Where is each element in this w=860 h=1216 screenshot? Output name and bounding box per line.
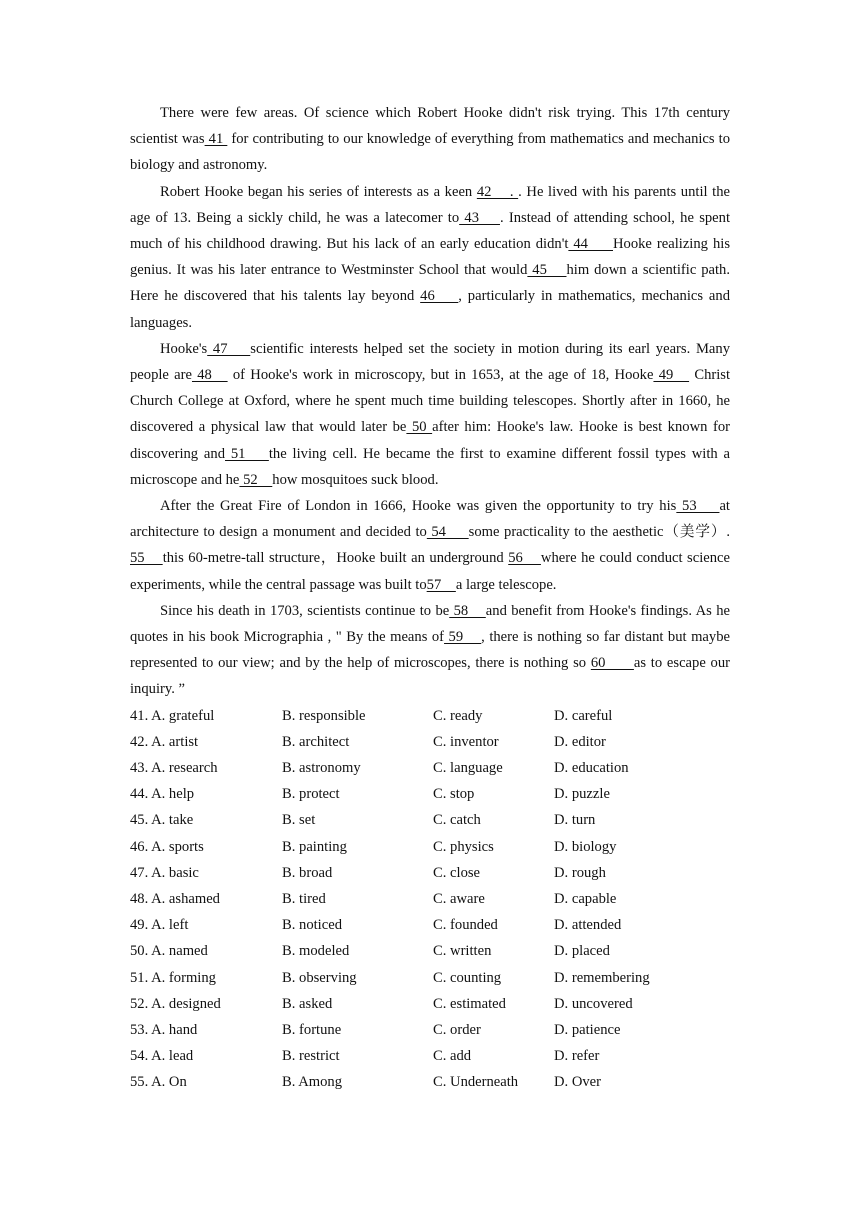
option-a: 55. A. On (130, 1074, 187, 1091)
text: some practicality to the aesthetic（美学）. (468, 524, 731, 541)
option-a: 48. A. ashamed (130, 890, 220, 907)
option-d: D. placed (554, 943, 610, 960)
option-row-55 (130, 1069, 730, 1095)
text: Robert Hooke began his series of interests as a keen (160, 183, 477, 200)
text: . Instead of attending school, he spent much of his childhood drawing. But his lack of an early education didn't (130, 209, 730, 253)
option-c: C. aware (433, 890, 485, 907)
option-c: C. order (433, 1021, 481, 1038)
option-row-41 (130, 703, 730, 729)
paragraph-5 (130, 598, 730, 703)
text: after him: Hooke's law. Hooke is best known for discovering and (130, 419, 730, 462)
option-c: C. inventor (433, 733, 499, 750)
option-d: D. education (554, 760, 629, 777)
blank-54: 54 (426, 524, 469, 541)
option-c: C. founded (433, 917, 498, 934)
option-d: D. puzzle (554, 786, 610, 803)
text: the living cell. He became the first to examine different fossil types with a microscope and he (130, 445, 731, 488)
option-row-46 (130, 834, 730, 860)
answer-options (130, 703, 730, 1096)
option-c: C. close (433, 864, 481, 881)
option-row-51 (130, 965, 730, 991)
text: for contributing to our knowledge of everything from mathematics and mechanics to biology and astronomy. (130, 131, 730, 174)
option-d: D. Over (554, 1074, 602, 1091)
option-b: B. astronomy (282, 760, 361, 777)
option-d: D. attended (554, 917, 622, 934)
option-row-43 (130, 755, 730, 781)
option-row-45 (130, 807, 730, 833)
option-d: D. editor (554, 733, 606, 750)
option-d: D. uncovered (554, 995, 633, 1012)
option-b: B. asked (282, 995, 333, 1012)
text: scientific interests helped set the society in motion during its earl years. Many people are (130, 340, 730, 384)
text: at architecture to design a monument and decided to (130, 498, 730, 541)
blank-49: 49 (653, 367, 690, 384)
option-b: B. painting (282, 838, 347, 855)
paragraph-4 (130, 493, 730, 598)
blank-41: 41 (204, 131, 228, 148)
blank-47: 47 (207, 340, 251, 357)
option-c: C. stop (433, 786, 475, 803)
option-a: 44. A. help (130, 786, 195, 803)
option-row-50 (130, 938, 730, 964)
text: a large telescope. (455, 576, 557, 593)
blank-45: 45 (527, 262, 567, 279)
blank-43: 43 (459, 209, 500, 226)
option-c: C. Underneath (433, 1074, 519, 1091)
text: , there is nothing so far distant but maybe represented to our view; and by the help of microscopes, there is nothing so (130, 629, 730, 672)
text: of Hooke's work in microscopy, but in 1653, at the age of 18, Hooke (227, 367, 654, 384)
option-b: B. observing (282, 969, 357, 986)
blank-48: 48 (191, 367, 228, 384)
option-c: C. add (433, 1048, 472, 1065)
option-c: C. counting (433, 969, 502, 986)
option-d: D. biology (554, 838, 617, 855)
blank-57: 57 (426, 576, 456, 593)
option-b: B. tired (282, 890, 326, 907)
option-row-48 (130, 886, 730, 912)
option-c: C. physics (433, 838, 494, 855)
option-d: D. turn (554, 812, 596, 829)
option-a: 43. A. research (130, 760, 218, 777)
option-c: C. catch (433, 812, 481, 829)
option-b: B. restrict (282, 1048, 340, 1065)
option-d: D. refer (554, 1048, 600, 1065)
option-b: B. fortune (282, 1021, 342, 1038)
option-row-44 (130, 781, 730, 807)
document-page (130, 100, 730, 1095)
option-c: C. estimated (433, 995, 506, 1012)
option-row-54 (130, 1043, 730, 1069)
text: him down a scientific path. Here he discovered that his talents lay beyond (130, 262, 730, 305)
blank-56: 56 (508, 550, 541, 567)
blank-51: 51 (225, 445, 269, 462)
option-a: 53. A. hand (130, 1021, 198, 1038)
text: . He lived with his parents until the age of 13. Being a sickly child, he was a latecomer to (130, 183, 730, 226)
blank-42: 42 . (476, 183, 519, 200)
option-row-53 (130, 1017, 730, 1043)
blank-55: 55 (130, 550, 163, 567)
option-a: 52. A. designed (130, 995, 221, 1012)
option-d: D. capable (554, 890, 617, 907)
option-b: B. Among (282, 1074, 343, 1091)
option-a: 51. A. forming (130, 969, 216, 986)
paragraph-3 (130, 336, 730, 493)
option-row-49 (130, 912, 730, 938)
blank-44: 44 (568, 236, 613, 253)
text: where he could conduct science experiments, while the central passage was built to (130, 550, 730, 593)
option-a: 50. A. named (130, 943, 208, 960)
paragraph-2 (130, 179, 730, 336)
blank-52: 52 (239, 471, 273, 488)
option-b: B. responsible (282, 707, 366, 724)
text: this 60-metre-tall structure，Hooke built an underground (162, 550, 509, 567)
option-b: B. broad (282, 864, 333, 881)
text: There were few areas. Of science which Robert Hooke didn't risk trying. This 17th century scientist was (130, 105, 730, 148)
option-a: 47. A. basic (130, 864, 199, 881)
blank-46: 46 (420, 288, 459, 305)
option-row-52 (130, 991, 730, 1017)
text: how mosquitoes suck blood. (272, 471, 439, 488)
option-d: D. rough (554, 864, 606, 881)
option-b: B. architect (282, 733, 350, 750)
option-a: 49. A. left (130, 917, 189, 934)
text: After the Great Fire of London in 1666, Hooke was given the opportunity to try his (160, 498, 677, 515)
option-b: B. noticed (282, 917, 342, 934)
text: Hooke realizing his genius. It was his later entrance to Westminster School that would (130, 236, 730, 279)
option-b: B. protect (282, 786, 340, 803)
option-d: D. remembering (554, 969, 650, 986)
blank-50: 50 (406, 419, 433, 436)
text: Since his death in 1703, scientists continue to be (160, 602, 450, 619)
option-a: 46. A. sports (130, 838, 204, 855)
option-d: D. careful (554, 707, 613, 724)
option-row-47 (130, 860, 730, 886)
option-b: B. modeled (282, 943, 350, 960)
blank-59: 59 (444, 629, 482, 646)
option-c: C. language (433, 760, 503, 777)
option-b: B. set (282, 812, 316, 829)
option-c: C. written (433, 943, 492, 960)
blank-58: 58 (449, 602, 486, 619)
blank-53: 53 (676, 498, 720, 515)
option-a: 41. A. grateful (130, 707, 215, 724)
option-a: 45. A. take (130, 812, 194, 829)
text: and benefit from Hooke's findings. As he quotes in his book Micrographia , " By the means of (130, 602, 730, 646)
option-c: C. ready (433, 707, 483, 724)
option-row-42 (130, 729, 730, 755)
text: , particularly in mathematics, mechanics and languages. (130, 288, 730, 331)
paragraph-1 (130, 100, 730, 179)
text: as to escape our inquiry. ” (130, 655, 731, 698)
text: Hooke's (160, 340, 208, 357)
option-a: 42. A. artist (130, 733, 199, 750)
option-a: 54. A. lead (130, 1048, 194, 1065)
text: Christ Church College at Oxford, where he spent much time building telescopes. Shortly after in 1660, he discovered a physical law that would later be (130, 367, 731, 436)
blank-60: 60 (590, 655, 634, 672)
option-d: D. patience (554, 1021, 621, 1038)
